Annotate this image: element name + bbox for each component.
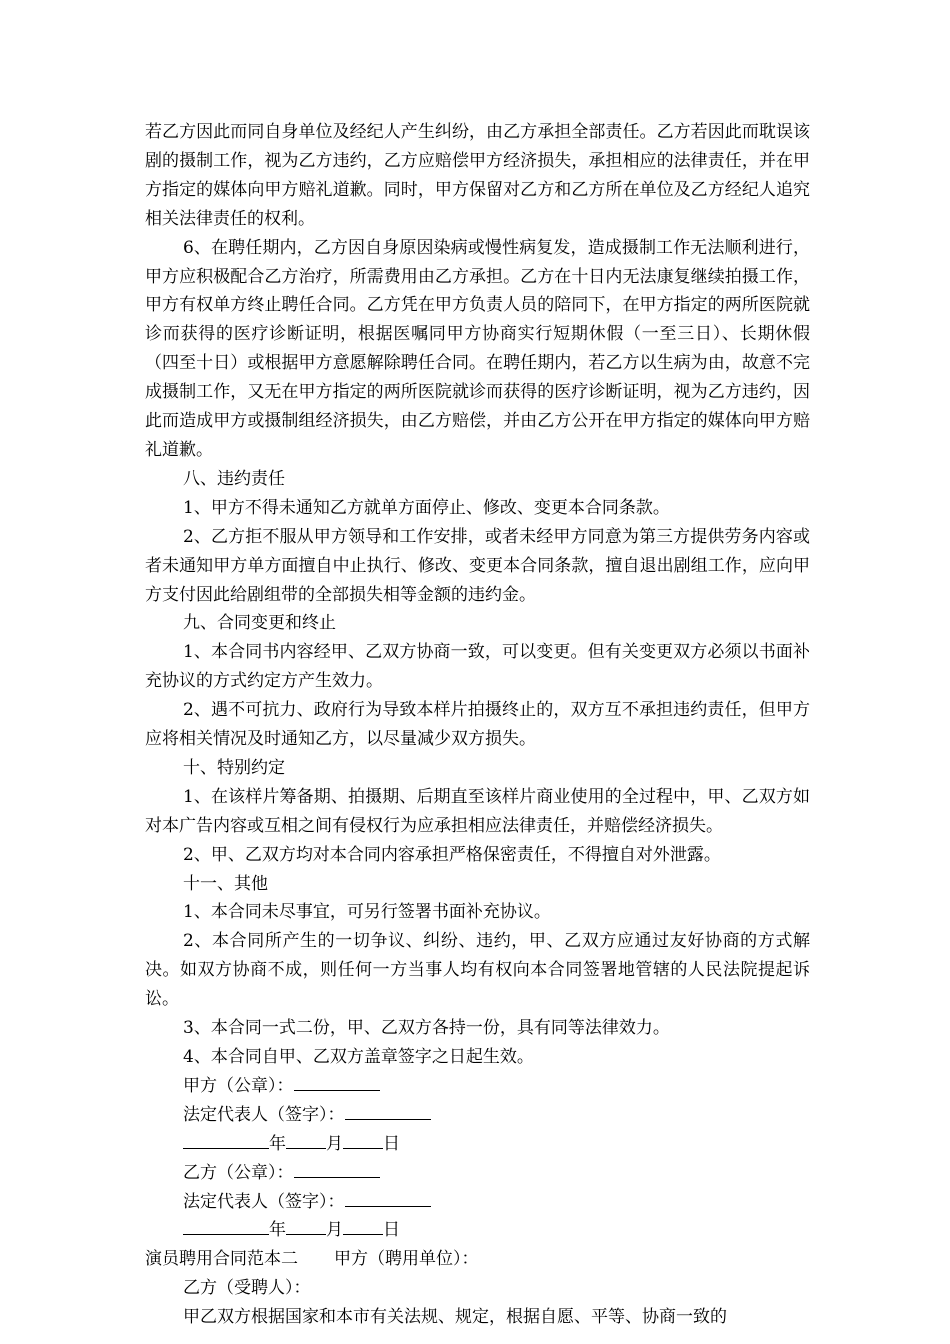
section-heading-breach: 八、违约责任 xyxy=(183,468,285,489)
party-a-day-blank xyxy=(343,1132,383,1149)
paragraph-other-4: 4、本合同自甲、乙双方盖章签字之日起生效。 xyxy=(183,1047,534,1067)
paragraph-change-2: 2、遇不可抗力、政府行为导致本样片拍摄终止的，双方互不承担违约责任，但甲方应将相关情况及时通知乙方，以尽量减少双方损失。 xyxy=(145,700,810,750)
next-section-heading-line xyxy=(145,1245,810,1274)
party-a-year-label: 年 xyxy=(269,1133,286,1154)
paragraph-breach-1: 1、甲方不得未通知乙方就单方面停止、修改、变更本合同条款。 xyxy=(183,497,670,518)
section-heading-change: 九、合同变更和终止 xyxy=(183,613,336,634)
party-b-seal-line xyxy=(145,1159,810,1188)
party-a-month-label: 月 xyxy=(326,1133,343,1154)
party-b-day-blank xyxy=(343,1218,383,1235)
party-a-seal-line xyxy=(145,1072,810,1101)
party-b-year-label: 年 xyxy=(269,1220,286,1241)
paragraph-special-2: 2、甲、乙双方均对本合同内容承担严格保密责任，不得擅自对外泄露。 xyxy=(183,844,721,865)
party-a-seal-blank xyxy=(294,1074,380,1091)
paragraph-clause-6: 6、在聘任期内，乙方因自身原因染病或慢性病复发，造成摄制工作无法顺利进行，甲方应积极配合乙方治疗，所需费用由乙方承担。乙方在十日内无法康复继续拍摄工作，甲方有权单方终止聘任合同。乙方凭在甲方负责人员的陪同下，在甲方指定的两所医院就诊而获得的医疗诊断证明，根据医嘱同甲方协商实行短期休假（一至三日）、长期休假（四至十日）或根据甲方意愿解除聘任合同。在聘任期内，若乙方以生病为由，故意不完成摄制工作，又无在甲方指定的两所医院就诊而获得的医疗诊断证明，视为乙方违约，因此而造成甲方或摄制组经济损失，由乙方赔偿，并由乙方公开在甲方指定的媒体向甲方赔礼道歉。 xyxy=(145,237,810,460)
paragraph-other-2: 2、本合同所产生的一切争议、纠纷、违约，甲、乙双方应通过友好协商的方式解决。如双方协商不成，则任何一方当事人均有权向本合同签署地管辖的人民法院提起诉讼。 xyxy=(145,931,810,1010)
next-section-intro: 甲乙双方根据国家和本市有关法规、规定，根据自愿、平等、协商一致的 xyxy=(183,1307,727,1328)
party-a-rep-label: 法定代表人（签字）： xyxy=(183,1104,345,1125)
party-a-seal-label: 甲方（公章）： xyxy=(183,1075,294,1096)
next-section-party-a: 甲方（聘用单位）： xyxy=(334,1249,479,1270)
party-b-date-line xyxy=(145,1216,810,1245)
party-b-rep-blank xyxy=(345,1190,431,1207)
paragraph-continuation: 若乙方因此而同自身单位及经纪人产生纠纷，由乙方承担全部责任。乙方若因此而耽误该剧的摄制工作，视为乙方违约，乙方应赔偿甲方经济损失，承担相应的法律责任，并在甲方指定的媒体向甲方赔礼道歉。同时，甲方保留对乙方和乙方所在单位及乙方经纪人追究相关法律责任的权利。 xyxy=(145,122,810,229)
section-heading-special: 十、特别约定 xyxy=(183,757,285,778)
party-b-seal-blank xyxy=(294,1161,380,1178)
party-a-day-label: 日 xyxy=(383,1133,400,1154)
party-a-rep-line xyxy=(145,1101,810,1130)
next-section-title: 演员聘用合同范本二 xyxy=(145,1249,298,1270)
party-a-date-line xyxy=(145,1130,810,1159)
party-a-year-blank xyxy=(183,1132,269,1149)
paragraph-special-1: 1、在该样片筹备期、拍摄期、后期直至该样片商业使用的全过程中，甲、乙双方如对本广告内容或互相之间有侵权行为应承担相应法律责任，并赔偿经济损失。 xyxy=(145,786,810,836)
paragraph-change-1: 1、本合同书内容经甲、乙双方协商一致，可以变更。但有关变更双方必须以书面补充协议的方式约定方产生效力。 xyxy=(145,642,810,692)
party-b-rep-label: 法定代表人（签字）： xyxy=(183,1191,345,1212)
party-b-month-label: 月 xyxy=(326,1220,343,1241)
party-b-rep-line xyxy=(145,1188,810,1217)
paragraph-other-1: 1、本合同未尽事宜，可另行签署书面补充协议。 xyxy=(183,902,551,923)
party-a-rep-blank xyxy=(345,1103,431,1120)
party-b-seal-label: 乙方（公章）： xyxy=(183,1162,294,1183)
next-section-party-b: 乙方（受聘人）： xyxy=(183,1278,311,1299)
party-b-year-blank xyxy=(183,1218,269,1235)
party-b-day-label: 日 xyxy=(383,1220,400,1241)
party-b-month-blank xyxy=(286,1218,326,1235)
party-a-month-blank xyxy=(286,1132,326,1149)
section-heading-other: 十一、其他 xyxy=(183,873,268,894)
document-page xyxy=(145,118,810,1332)
paragraph-breach-2: 2、乙方拒不服从甲方领导和工作安排，或者未经甲方同意为第三方提供劳务内容或者未通知甲方单方面擅自中止执行、修改、变更本合同条款，擅自退出剧组工作，应向甲方支付因此给剧组带的全部损失相等金额的违约金。 xyxy=(145,526,810,605)
paragraph-other-3: 3、本合同一式二份，甲、乙双方各持一份，具有同等法律效力。 xyxy=(183,1018,670,1039)
